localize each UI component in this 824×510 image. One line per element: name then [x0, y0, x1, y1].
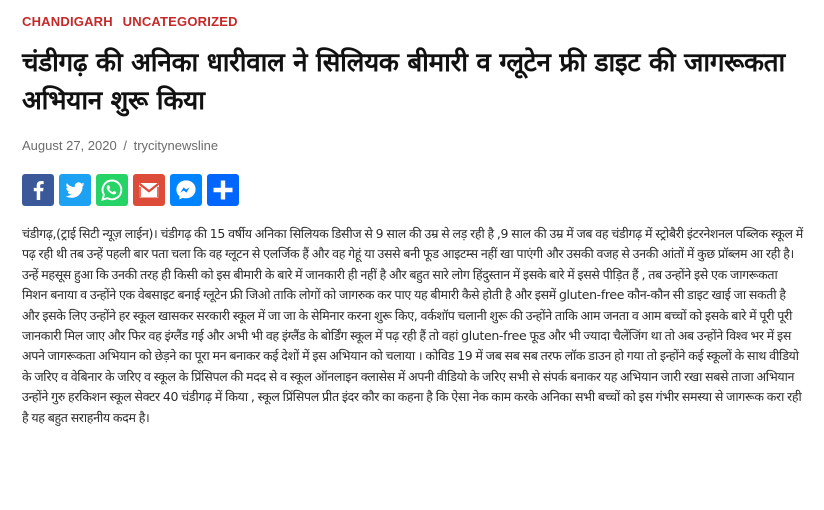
- article: [22, 0, 812, 428]
- twitter-icon: [59, 174, 91, 206]
- share-plus-icon: [207, 174, 239, 206]
- category-list: [22, 14, 812, 30]
- whatsapp-icon: [96, 174, 128, 206]
- messenger-icon: [170, 174, 202, 206]
- messenger-share-button[interactable]: [170, 174, 202, 206]
- post-author[interactable]: trycitynewsline: [133, 138, 219, 153]
- category-link-uncategorized[interactable]: UNCATEGORIZED: [122, 14, 238, 29]
- whatsapp-share-button[interactable]: [96, 174, 128, 206]
- article-meta: [22, 138, 812, 154]
- article-title: चंडीगढ़ की अनिका धारीवाल ने सिलियक बीमारी व ग्लूटेन फ्री डाइट की जागरूकता अभियान शुरू किया: [22, 48, 785, 116]
- post-date: August 27, 2020: [22, 138, 117, 153]
- share-buttons: [22, 174, 812, 206]
- meta-separator: /: [123, 138, 127, 153]
- gmail-share-button[interactable]: [133, 174, 165, 206]
- article-body: चंडीगढ़,(ट्राई सिटी न्यूज़ लाईन)। चंडीगढ़ की 15 वर्षीय अनिका सिलियक डिसीज से 9 साल की उम्र से लड़ रही है ,9 साल की उम्र में जब वह चंडीगढ़ में स्ट्रोबैरी इंटरनेशनल पब्लिक स्कूल में पढ़ रही थी तब उन्हें पहली बार पता चला कि वह ग्लूटन से एलर्जिक हैं और वह गेहूं या उससे बनी फूड आइटम्स नहीं खा पाएंगी और उसकी वजह से उनकी आंतों में कुछ प्रॉब्लम आ रही है। उन्हें महसूस हुआ कि उनकी तरह ही किसी को इस बीमारी के बारे में जानकारी ही नहीं है और बहुत सारे लोग हिंदुस्तान में इसके बारे में इससे पीड़ित हैं , तब उन्होंने इसे एक जागरूकता मिशन बनाया व उन्होंने एक वेबसाइट बनाई ग्लूटेन फ्री जिओ ताकि लोगों को जागरुक कर पाए यह बीमारी कैसे होती है और इसमें gluten-free कौन-कौन सी डाइट खाई जा सकती है और इसके लिए उन्होंने हर स्कूल खासकर सरकारी स्कूल में जा जा के सेमिनार करना शुरू किए, वर्कशॉप चलानी शुरू की उन्होंने ताकि आम जनता व आम बच्चों को इसके बारे में पूरी पूरी जानकारी मिल जाए और फिर वह इंग्लैंड गई और अभी भी वह इंग्लैंड के बोर्डिंग स्कूल में पढ़ रही हैं तो वहां gluten-free फूड और भी ज्यादा चैलेंजिंग था तो अब उन्होंने विश्व भर में इस अपने जागरूकता अभियान को छेड़ने का पूरा मन बनाकर कई देशों में इस अभियान को चलाया । कोविड 19 में जब सब सब तरफ लॉक डाउन हो गया तो इन्होंने कई स्कूलों के साथ वीडियो के जरिए व वेबिनार के जरिए व स्कूल के प्रिंसिपल की मदद से व स्कूल ऑनलाइन क्लासेस में अपनी वीडियो के जरिए सभी से संपर्क बनाकर यह अभियान जारी रखा सबसे ताजा अभियान उन्होंने गुरु हरकिशन स्कूल सेक्टर 40 चंडीगढ़ में किया , स्कूल प्रिंसिपल प्रीत इंदर कौर का कहना है कि ऐसा नेक काम करके अनिका सभी बच्चों को इस गंभीर समस्या से जागरूक करा रही है यह बहुत सराहनीय कदम है।: [22, 226, 803, 425]
- facebook-share-button[interactable]: [22, 174, 54, 206]
- more-share-button[interactable]: [207, 174, 239, 206]
- category-link-chandigarh[interactable]: CHANDIGARH: [22, 14, 113, 29]
- gmail-icon: [133, 174, 165, 206]
- twitter-share-button[interactable]: [59, 174, 91, 206]
- facebook-icon: [22, 174, 54, 206]
